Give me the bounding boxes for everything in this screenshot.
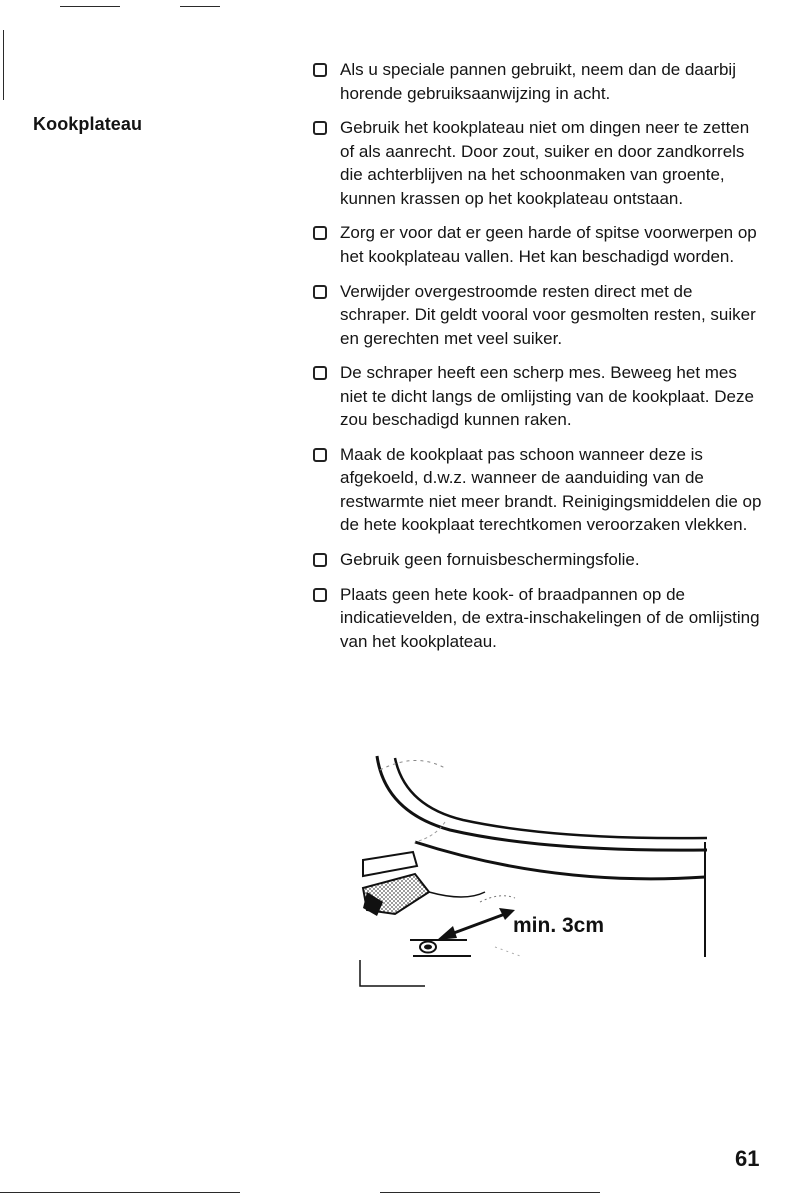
list-item-text: Maak de kookplaat pas schoon wanneer deze is afgekoeld, d.w.z. wanneer de aanduiding van de restwarmte niet meer brandt. Reinigingsmiddelen die op de hete kookplaat terechtkomen veroorzaken vlekken. bbox=[340, 444, 762, 535]
pan-distance-illustration bbox=[355, 742, 715, 992]
list-item-text: Verwijder overgestroomde resten direct met de schraper. Dit geldt vooral voor gesmolten resten, suiker en gerechten met veel suiker. bbox=[340, 281, 756, 348]
checkbox-bullet-icon bbox=[313, 285, 327, 299]
list-item bbox=[313, 221, 763, 268]
list-item bbox=[313, 583, 763, 654]
page-number: 61 bbox=[735, 1146, 760, 1171]
list-item-text: Gebruik het kookplateau niet om dingen neer te zetten of als aanrecht. Door zout, suiker en door zandkorrels die achterblijven na het schoonmaken van groente, kunnen krassen op het kookplateau ontstaan. bbox=[340, 118, 750, 208]
scan-artifact-bottom bbox=[0, 1192, 240, 1193]
list-item bbox=[313, 58, 763, 105]
checkbox-bullet-icon bbox=[313, 588, 327, 602]
checkbox-bullet-icon bbox=[313, 553, 327, 567]
list-item bbox=[313, 116, 763, 210]
checkbox-bullet-icon bbox=[313, 226, 327, 240]
scan-artifact-top bbox=[60, 6, 120, 7]
distance-arrow-icon bbox=[437, 896, 515, 940]
checkbox-bullet-icon bbox=[313, 63, 327, 77]
section-heading: Kookplateau bbox=[33, 114, 143, 134]
list-item-text: Als u speciale pannen gebruikt, neem dan de daarbij horende gebruiksaanwijzing in acht. bbox=[340, 60, 736, 103]
instruction-list bbox=[313, 58, 763, 665]
hob-symbol-icon bbox=[420, 942, 436, 953]
scan-artifact-bottom bbox=[380, 1192, 600, 1193]
scan-artifact-left bbox=[3, 30, 4, 100]
list-item bbox=[313, 548, 763, 572]
list-item-text: Gebruik geen fornuisbeschermingsfolie. bbox=[340, 550, 640, 570]
list-item-text: Zorg er voor dat er geen harde of spitse voorwerpen op het kookplateau vallen. Het kan beschadigd worden. bbox=[340, 223, 757, 266]
checkbox-bullet-icon bbox=[313, 121, 327, 135]
list-item-text: Plaats geen hete kook- of braadpannen op de indicatievelden, de extra-inschakelingen of de omlijsting van het kookplateau. bbox=[340, 584, 760, 651]
list-item bbox=[313, 361, 763, 432]
scan-artifact-top bbox=[180, 6, 220, 7]
checkbox-bullet-icon bbox=[313, 448, 327, 462]
distance-label: min. 3cm bbox=[513, 914, 605, 937]
pan-edge-illustration bbox=[355, 742, 715, 992]
list-item bbox=[313, 280, 763, 351]
list-item bbox=[313, 443, 763, 537]
list-item-text: De schraper heeft een scherp mes. Beweeg het mes niet te dicht langs de omlijsting van de kookplaat. Deze zou beschadigd kunnen raken. bbox=[340, 363, 754, 430]
checkbox-bullet-icon bbox=[313, 366, 327, 380]
